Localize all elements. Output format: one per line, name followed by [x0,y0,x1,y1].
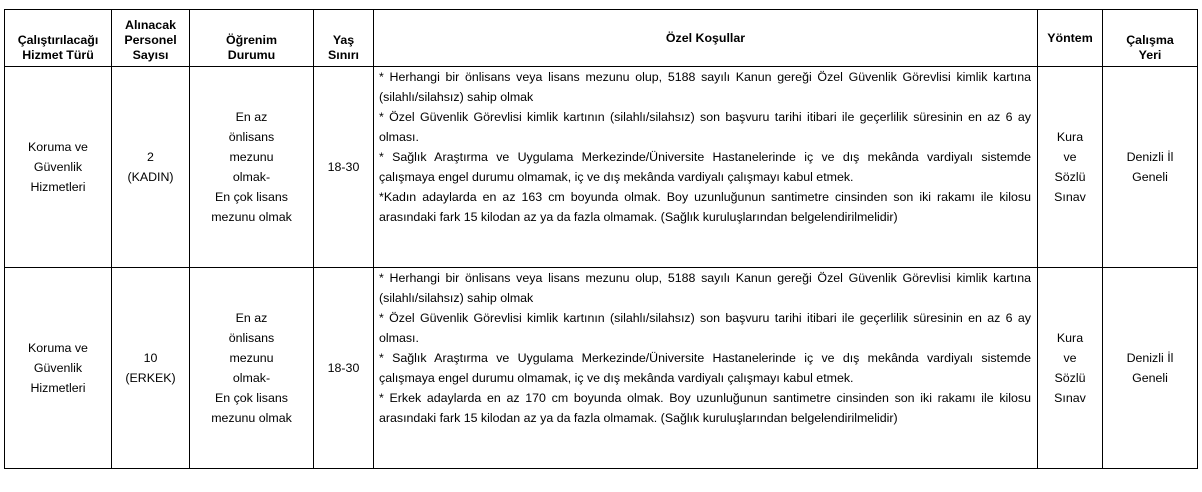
cell-work-place [1103,268,1198,469]
condition-item: * Erkek adaylarda en az 170 cm boyunda olmak. Boy uzunluğunun santimetre cinsinden son iki rakamı ile kilosu arasındaki fark 15 kilodan az ya da fazla olmamak. (Sağlık kuruluşlarından belgelendirilmelidir) [379,391,1031,425]
cell-text: olmak- [232,371,271,385]
cell-text: 18-30 [327,160,360,174]
header-text: Yöntem [1047,30,1093,45]
cell-text: Kura [1056,130,1084,144]
cell-text: Geneli [1132,371,1168,385]
header-text: Sınırı [328,48,359,62]
document-page [4,9,1198,469]
cell-text: olmak- [232,170,271,184]
cell-text: Koruma ve [28,341,88,355]
table-row [5,67,1198,268]
header-text: Özel Koşullar [665,30,746,45]
cell-text: 10 [143,351,158,365]
header-special-conditions [374,10,1038,67]
cell-text: Kura [1056,331,1084,345]
cell-text: Koruma ve [28,140,88,154]
header-text: Sayısı [132,48,169,62]
header-service-type [5,10,112,67]
table-header [5,10,1198,67]
cell-text: (KADIN) [127,170,174,184]
cell-age-limit [314,67,374,268]
condition-item: * Sağlık Araştırma ve Uygulama Merkezinde/Üniversite Hastanelerinde iç ve dış mekânda vardiyalı sistemde çalışmaya engel durumu olmamak, iç ve dış mekânda vardiyalı çalışmayı kabul etmek. [379,351,1031,385]
cell-service-type [5,268,112,469]
cell-education [190,268,314,469]
cell-text: mezunu [229,150,274,164]
condition-item: * Özel Güvenlik Görevlisi kimlik kartının (silahlı/silahsız) son başvuru tarihi itibari ile geçerlilik süresinin en az 6 ay olması. [379,311,1031,345]
header-row [5,10,1198,67]
cell-text: önlisans [228,130,275,144]
cell-work-place [1103,67,1198,268]
cell-text: mezunu olmak [211,210,292,224]
header-text: Yeri [1138,48,1162,62]
header-text: Hizmet Türü [22,48,94,62]
header-education [190,10,314,67]
condition-item: * Özel Güvenlik Görevlisi kimlik kartının (silahlı/silahsız) son başvuru tarihi itibari ile geçerlilik süresinin en az 6 ay olması. [379,110,1031,144]
cell-text: En çok lisans [214,190,288,204]
condition-item: * Herhangi bir önlisans veya lisans mezunu olup, 5188 sayılı Kanun gereği Özel Güvenlik Görevlisi kimlik kartına (silahlı/silahsız) sahip olmak [379,70,1031,104]
header-text: Çalışma [1126,33,1174,47]
cell-special-conditions [374,67,1038,268]
cell-personnel-count [112,67,190,268]
cell-text: ve [1063,351,1077,365]
header-method [1038,10,1103,67]
header-text: Yaş [332,33,355,47]
cell-text: Güvenlik [33,160,83,174]
table-row [5,268,1198,469]
condition-item: * Sağlık Araştırma ve Uygulama Merkezinde/Üniversite Hastanelerinde iç ve dış mekânda vardiyalı sistemde çalışmaya engel durumu olmamak, iç ve dış mekânda vardiyalı çalışmayı kabul etmek. [379,150,1031,184]
cell-age-limit [314,268,374,469]
table-body [5,67,1198,469]
header-age-limit [314,10,374,67]
cell-text: Hizmetleri [30,381,86,395]
cell-text: 18-30 [327,361,360,375]
cell-text: mezunu [229,351,274,365]
cell-text: En az [235,110,268,124]
header-personnel-count [112,10,190,67]
cell-text: (ERKEK) [125,371,176,385]
cell-text: En az [235,311,268,325]
cell-text: Denizli İl [1126,150,1174,164]
cell-method [1038,67,1103,268]
cell-text: ve [1063,150,1077,164]
condition-item: * Herhangi bir önlisans veya lisans mezunu olup, 5188 sayılı Kanun gereği Özel Güvenlik Görevlisi kimlik kartına (silahlı/silahsız) sahip olmak [379,271,1031,305]
cell-text: Hizmetleri [30,180,86,194]
cell-text: mezunu olmak [211,411,292,425]
header-text: Öğrenim [226,33,277,47]
cell-text: Sınav [1054,391,1086,405]
header-text: Çalıştırılacağı [17,33,99,47]
cell-personnel-count [112,268,190,469]
cell-text: Güvenlik [33,361,83,375]
cell-text: 2 [147,150,154,164]
header-work-place [1103,10,1198,67]
cell-service-type [5,67,112,268]
condition-item: *Kadın adaylarda en az 163 cm boyunda olmak. Boy uzunluğunun santimetre cinsinden son iki rakamı ile kilosu arasındaki fark 15 kilodan az ya da fazla olmamak. (Sağlık kuruluşlarından belgelendirilmelidir) [379,190,1031,224]
cell-text: En çok lisans [214,391,288,405]
job-listing-table [4,9,1198,469]
cell-education [190,67,314,268]
header-text: Alınacak [125,18,176,32]
header-text: Durumu [227,48,276,62]
cell-text: Sözlü [1054,371,1086,385]
cell-text: Sözlü [1054,170,1086,184]
cell-text: önlisans [228,331,275,345]
cell-text: Sınav [1054,190,1086,204]
cell-method [1038,268,1103,469]
cell-text: Geneli [1132,170,1168,184]
header-text: Personel [124,33,177,47]
cell-text: Denizli İl [1126,351,1174,365]
cell-special-conditions [374,268,1038,469]
